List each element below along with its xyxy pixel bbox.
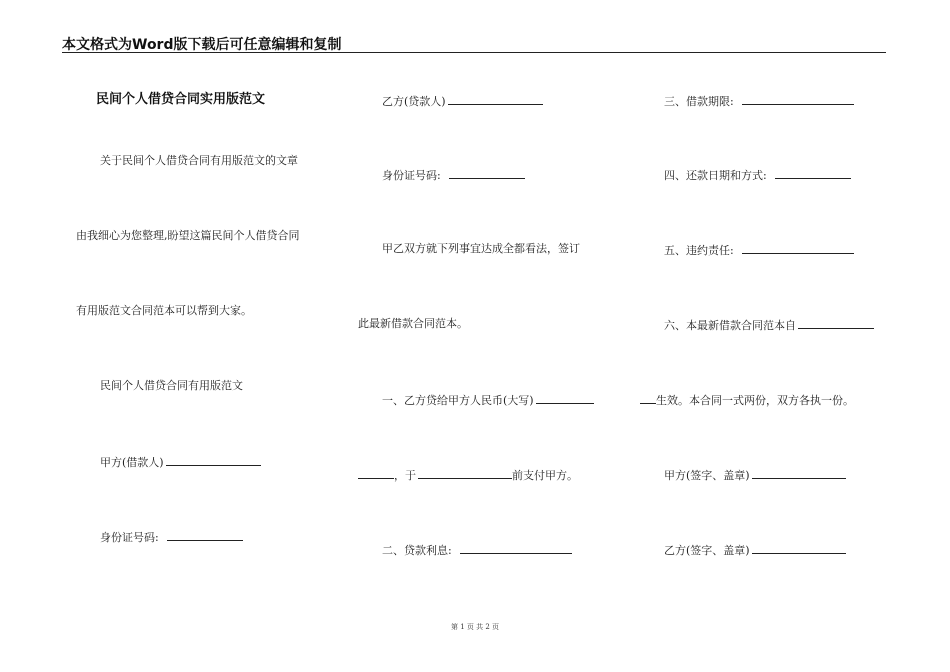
borrower-id-label: 身份证号码: [382,169,441,182]
borrower-id-field [382,167,525,183]
borrower-id-blank [449,167,525,179]
clause-2 [382,542,572,558]
clause-1-sep: ，于 [394,469,416,482]
clause-5 [664,242,854,258]
borrower-blank [448,93,543,105]
subtitle: 民间个人借贷合同有用版范文 [100,379,243,392]
lender-blank [166,454,261,466]
lender-label: 甲方(借款人) [100,456,164,469]
term-blank [742,93,854,105]
clause-4 [664,167,851,183]
agreement-line-2: 此最新借款合同范本。 [358,317,468,330]
effective-date-blank [798,317,874,329]
date-blank [358,467,394,479]
clause-6 [664,317,874,333]
clause-1-tail: 前支付甲方。 [512,469,578,482]
repayment-blank [775,167,851,179]
effective-text: 生效。本合同一式两份，双方各执一份。 [656,394,854,407]
party-a-blank [752,467,846,479]
document-title: 民间个人借贷合同实用版范文 [96,92,266,107]
clause-6-text: 六、本最新借款合同范本自 [664,319,796,332]
clause-4-text: 四、还款日期和方式: [664,169,767,182]
party-b-signature [664,542,846,558]
intro-line-1: 关于民间个人借贷合同有用版范文的文章 [100,154,298,167]
header-divider [62,52,886,53]
borrower-field [382,93,543,109]
lender-id-blank [167,529,243,541]
lender-field [100,454,261,470]
lender-id-field [100,529,243,545]
liability-blank [742,242,854,254]
clause-5-text: 五、违约责任: [664,244,734,257]
agreement-line-1: 甲乙双方就下列事宜达成全都看法，签订 [382,242,580,255]
effective-line [640,392,854,408]
page-number: 第 1 页 共 2 页 [450,623,500,631]
clause-1 [382,392,594,408]
party-b-label: 乙方(签字、盖章) [664,544,750,557]
interest-blank [460,542,572,554]
effective-lead-blank [640,392,656,404]
intro-line-2: 由我细心为您整理,盼望这篇民间个人借贷合同 [76,229,300,242]
amount-blank [536,392,594,404]
clause-2-text: 二、贷款利息: [382,544,452,557]
clause-1-cont [358,467,578,483]
clause-1-text: 一、乙方贷给甲方人民币(大写) [382,394,534,407]
party-a-signature [664,467,846,483]
borrower-label: 乙方(贷款人) [382,95,446,108]
lender-id-label: 身份证号码: [100,531,159,544]
party-b-blank [752,542,846,554]
party-a-label: 甲方(签字、盖章) [664,469,750,482]
clause-3-text: 三、借款期限: [664,95,734,108]
payment-blank [418,467,512,479]
clause-3 [664,93,854,109]
page-header: 本文格式为Word版下载后可任意编辑和复制 [62,37,342,53]
intro-line-3: 有用版范文合同范本可以帮到大家。 [76,304,252,317]
